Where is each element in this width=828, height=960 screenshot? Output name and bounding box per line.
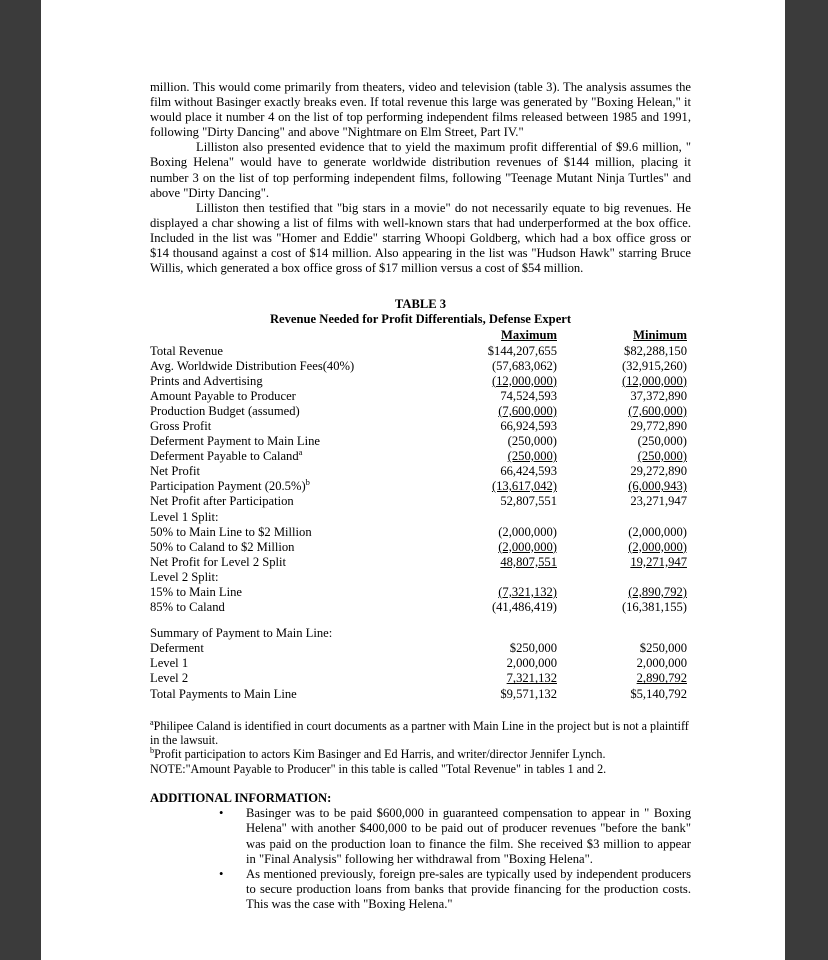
spacer-cell (150, 615, 427, 626)
table-cell-value: (250,000) (507, 449, 557, 464)
table-cell-maximum (427, 419, 557, 434)
table-cell-value: 66,424,593 (500, 464, 557, 479)
table-row (150, 570, 691, 585)
table-cell-value: 66,924,593 (500, 418, 557, 433)
table-cell-value: $144,207,655 (487, 343, 557, 358)
table-cell-minimum (557, 464, 691, 479)
header-minimum-text: Minimum (633, 328, 687, 343)
table-cell-minimum (557, 656, 691, 671)
table-cell-maximum (427, 449, 557, 464)
table-cell-label: Total Payments to Main Line (150, 686, 297, 701)
table-cell-value: (32,915,260) (621, 358, 687, 373)
table-cell-value: (7,600,000) (498, 403, 557, 418)
table-cell-minimum (557, 687, 691, 702)
table-row (150, 434, 691, 449)
table-cell-label: Net Profit for Level 2 Split (150, 554, 287, 569)
table-row (150, 626, 691, 641)
table-cell-minimum (557, 389, 691, 404)
table-cell-maximum (427, 555, 557, 570)
footnote-marker: b (150, 746, 155, 756)
table-cell-value: 2,000,000 (636, 656, 687, 671)
table-cell-minimum (557, 525, 691, 540)
table-row (150, 389, 691, 404)
table-cell-value: (2,000,000) (498, 524, 557, 539)
table-cell-minimum (557, 419, 691, 434)
table-cell-label: Total Revenue (150, 343, 223, 358)
header-cell-minimum (557, 328, 691, 343)
footnote-text: NOTE:"Amount Payable to Producer" in this table is called "Total Revenue" in tables 1 and 2. (150, 761, 607, 776)
table-cell-maximum (427, 494, 557, 509)
table-cell-value: (250,000) (507, 434, 557, 449)
table-cell-maximum (427, 626, 557, 641)
table-cell-value: (13,617,042) (491, 479, 557, 494)
footnote (150, 762, 691, 776)
table-cell-value: 2,890,792 (636, 671, 687, 686)
header-maximum-text: Maximum (501, 328, 557, 343)
table-cell-label: 50% to Main Line to $2 Million (150, 524, 312, 539)
table-row (150, 540, 691, 555)
financial-table-rows (150, 344, 691, 616)
table-cell-minimum (557, 641, 691, 656)
table-cell-value: $82,288,150 (624, 343, 687, 358)
body-text-block (150, 80, 691, 276)
table-cell-label: Deferment Payment to Main Line (150, 434, 320, 449)
table-cell-value: 48,807,551 (500, 554, 557, 569)
table-row (150, 479, 691, 494)
table-cell-minimum (557, 359, 691, 374)
table-cell-minimum (557, 600, 691, 615)
table-cell-value: 7,321,132 (506, 671, 557, 686)
table-cell-label: 15% to Main Line (150, 585, 242, 599)
table-cell-label: Level 2 (150, 671, 189, 686)
table-row (150, 449, 691, 464)
table-cell-minimum (557, 510, 691, 525)
table-row (150, 585, 691, 600)
table-cell-label: Net Profit (150, 464, 201, 479)
table-cell-value: (2,000,000) (628, 539, 687, 554)
bullet-icon: • (219, 806, 224, 821)
table-row (150, 510, 691, 525)
table-cell-value: 37,372,890 (630, 388, 687, 403)
table-row (150, 344, 691, 359)
table-cell-maximum (427, 600, 557, 615)
table-row (150, 555, 691, 570)
table-cell-value: (250,000) (637, 434, 687, 449)
table-row (150, 656, 691, 671)
table-row (150, 359, 691, 374)
table-cell-maximum (427, 374, 557, 389)
table-cell-label: Avg. Worldwide Distribution Fees(40%) (150, 358, 355, 373)
table-cell-maximum (427, 510, 557, 525)
table-cell-maximum (427, 464, 557, 479)
table-cell-minimum (557, 434, 691, 449)
table-row (150, 641, 691, 656)
header-cell-maximum (427, 328, 557, 343)
header-cell-label (150, 328, 427, 343)
table-cell-label: Level 2 Split: (150, 569, 219, 584)
table-cell-value: (7,321,132) (498, 585, 557, 599)
table-cell-value: 19,271,947 (630, 554, 687, 569)
table-cell-maximum (427, 434, 557, 449)
table-cell-minimum (557, 671, 691, 686)
footnote (150, 719, 691, 748)
table-caption: Revenue Needed for Profit Differentials, Defense Expert (269, 312, 572, 327)
table-number-label: TABLE 3 (394, 297, 447, 312)
table-cell-maximum (427, 359, 557, 374)
table-cell-minimum (557, 555, 691, 570)
table-row (150, 494, 691, 509)
table-cell-label: Amount Payable to Producer (150, 388, 296, 403)
table-cell-value: 2,000,000 (506, 656, 557, 671)
table-spacer-row (150, 615, 691, 626)
table-cell-value: $250,000 (639, 641, 687, 656)
table-cell-value: (12,000,000) (491, 373, 557, 388)
table-cell-minimum (557, 540, 691, 555)
table-cell-minimum (557, 570, 691, 585)
table-cell-maximum (427, 656, 557, 671)
table-row (150, 404, 691, 419)
table-cell-value: (2,890,792) (628, 585, 687, 599)
table-row (150, 600, 691, 615)
additional-information-title: ADDITIONAL INFORMATION: (150, 791, 332, 806)
footnote-text: Profit participation to actors Kim Basinger and Ed Harris, and writer/director Jennifer Lynch. (154, 747, 606, 762)
table-cell-label: Deferment Payable to Caland$^a$ (150, 446, 303, 464)
table-cell-maximum (427, 344, 557, 359)
table-cell-value: (250,000) (637, 449, 687, 464)
table-cell-maximum (427, 671, 557, 686)
table-cell-value: (7,600,000) (628, 403, 687, 418)
table-cell-label: Production Budget (assumed) (150, 403, 300, 418)
table-cell-value: 52,807,551 (500, 494, 557, 509)
table-3-block (150, 297, 691, 701)
document-page (41, 0, 785, 960)
table-cell-value: 74,524,593 (500, 388, 557, 403)
table-cell-label: Prints and Advertising (150, 373, 263, 388)
table-row (150, 464, 691, 479)
table-cell-maximum (427, 687, 557, 702)
table-cell-value: (12,000,000) (621, 373, 687, 388)
table-cell-label: 85% to Caland (150, 600, 225, 615)
table-cell-label: 50% to Caland to $2 Million (150, 539, 295, 554)
table-cell-label: Summary of Payment to Main Line: (150, 626, 333, 641)
financial-table-summary-rows (150, 615, 691, 701)
table-cell-minimum (557, 585, 691, 600)
financial-table-body (150, 328, 691, 343)
list-item (219, 806, 691, 866)
table-cell-minimum (557, 404, 691, 419)
table-header-row (150, 328, 691, 343)
table-cell-value: $9,571,132 (500, 686, 557, 701)
footnote-marker: a (150, 717, 154, 727)
table-cell-value: (41,486,419) (491, 600, 557, 615)
table-cell-value: (2,000,000) (498, 539, 557, 554)
footnote-marker: a (298, 446, 303, 457)
table-cell-value: $5,140,792 (630, 686, 687, 701)
table-cell-label: Level 1 Split: (150, 509, 219, 524)
table-cell-value: 29,272,890 (630, 464, 687, 479)
table-cell-value: (57,683,062) (491, 358, 557, 373)
table-cell-maximum (427, 479, 557, 494)
additional-information-list (150, 806, 691, 912)
footnote-text: Philipee Caland is identified in court documents as a partner with Main Line in the project but is not a plaintiff in the lawsuit. (150, 718, 689, 748)
spacer-cell (557, 615, 691, 626)
table-cell-label: Gross Profit (150, 418, 212, 433)
table-cell-minimum (557, 494, 691, 509)
table-cell-maximum (427, 540, 557, 555)
table-cell-minimum (557, 344, 691, 359)
table-cell-maximum (427, 585, 557, 600)
table-row (150, 687, 691, 702)
table-cell-maximum (427, 404, 557, 419)
paragraph-2: Lilliston also presented evidence that to yield the maximum profit differential of $9.6 million, " Boxing Helena" would have to generate worldwide distribution revenues of $144 million, placing it number 3 on the list of top performing independent films, following "Teenage Mutant Ninja Turtles" and above "Dirty Dancing". (150, 140, 691, 200)
table-cell-minimum (557, 626, 691, 641)
table-cell-maximum (427, 641, 557, 656)
table-cell-maximum (427, 389, 557, 404)
table-cell-value: (2,000,000) (628, 524, 687, 539)
table-cell-label: Level 1 (150, 656, 189, 671)
paragraph-1: million. This would come primarily from theaters, video and television (table 3). The analysis assumes the film without Basinger exactly breaks even. If total revenue this large was generated by "Boxing Helean," it would place it number 4 on the list of top performing independent films released between 1985 and 1991, following "Dirty Dancing" and above "Nightmare on Elm Street, Part IV." (150, 80, 691, 140)
table-cell-label: Net Profit after Participation (150, 494, 294, 509)
table-cell-value: (16,381,155) (621, 600, 687, 615)
table-cell-minimum (557, 449, 691, 464)
table-cell-label: Deferment (150, 641, 204, 656)
spacer-cell (427, 615, 557, 626)
table-cell-minimum (557, 374, 691, 389)
additional-information-block (150, 791, 691, 912)
list-item-text: As mentioned previously, foreign pre-sales are typically used by independent producers to secure production loans from banks that provide financing for the production costs. This was the case with "Boxing Helena." (246, 866, 691, 911)
financial-table (150, 328, 691, 701)
table-row (150, 525, 691, 540)
list-item (219, 867, 691, 912)
table-row (150, 374, 691, 389)
footnote (150, 747, 691, 761)
footnote-marker: b (305, 477, 310, 488)
page-content (150, 80, 691, 912)
paragraph-3: Lilliston then testified that "big stars in a movie" do not necessarily equate to big revenues. He displayed a char showing a list of films with well-known stars that had underperformed at the box office. Included in the list was "Homer and Eddie" starring Whoopi Goldberg, which had a box office gross or $14 thousand against a cost of $14 million. Also appearing in the list was "Hudson Hawk" starring Bruce Willis, which generated a box office gross of $17 million versus a cost of $54 million. (150, 200, 691, 276)
bullet-icon: • (219, 866, 224, 881)
table-cell-value: $250,000 (509, 641, 557, 656)
table-cell-value: 29,772,890 (630, 418, 687, 433)
footnotes-block (150, 719, 691, 777)
table-row (150, 419, 691, 434)
table-cell-maximum (427, 525, 557, 540)
table-cell-minimum (557, 479, 691, 494)
table-row (150, 671, 691, 686)
table-cell-label: Participation Payment $(20.5\%)^b$ (150, 477, 310, 494)
table-cell-maximum (427, 570, 557, 585)
table-cell-value: (6,000,943) (628, 479, 687, 494)
list-item-text: Basinger was to be paid $600,000 in guaranteed compensation to appear in " Boxing Helena" with another $400,000 to be paid out of producer revenues "before the bank" was paid on the production loan to finance the film. She received $3 million to appear in "Final Analysis" following her withdrawal from "Boxing Helena". (246, 806, 691, 866)
table-cell-value: 23,271,947 (630, 494, 687, 509)
